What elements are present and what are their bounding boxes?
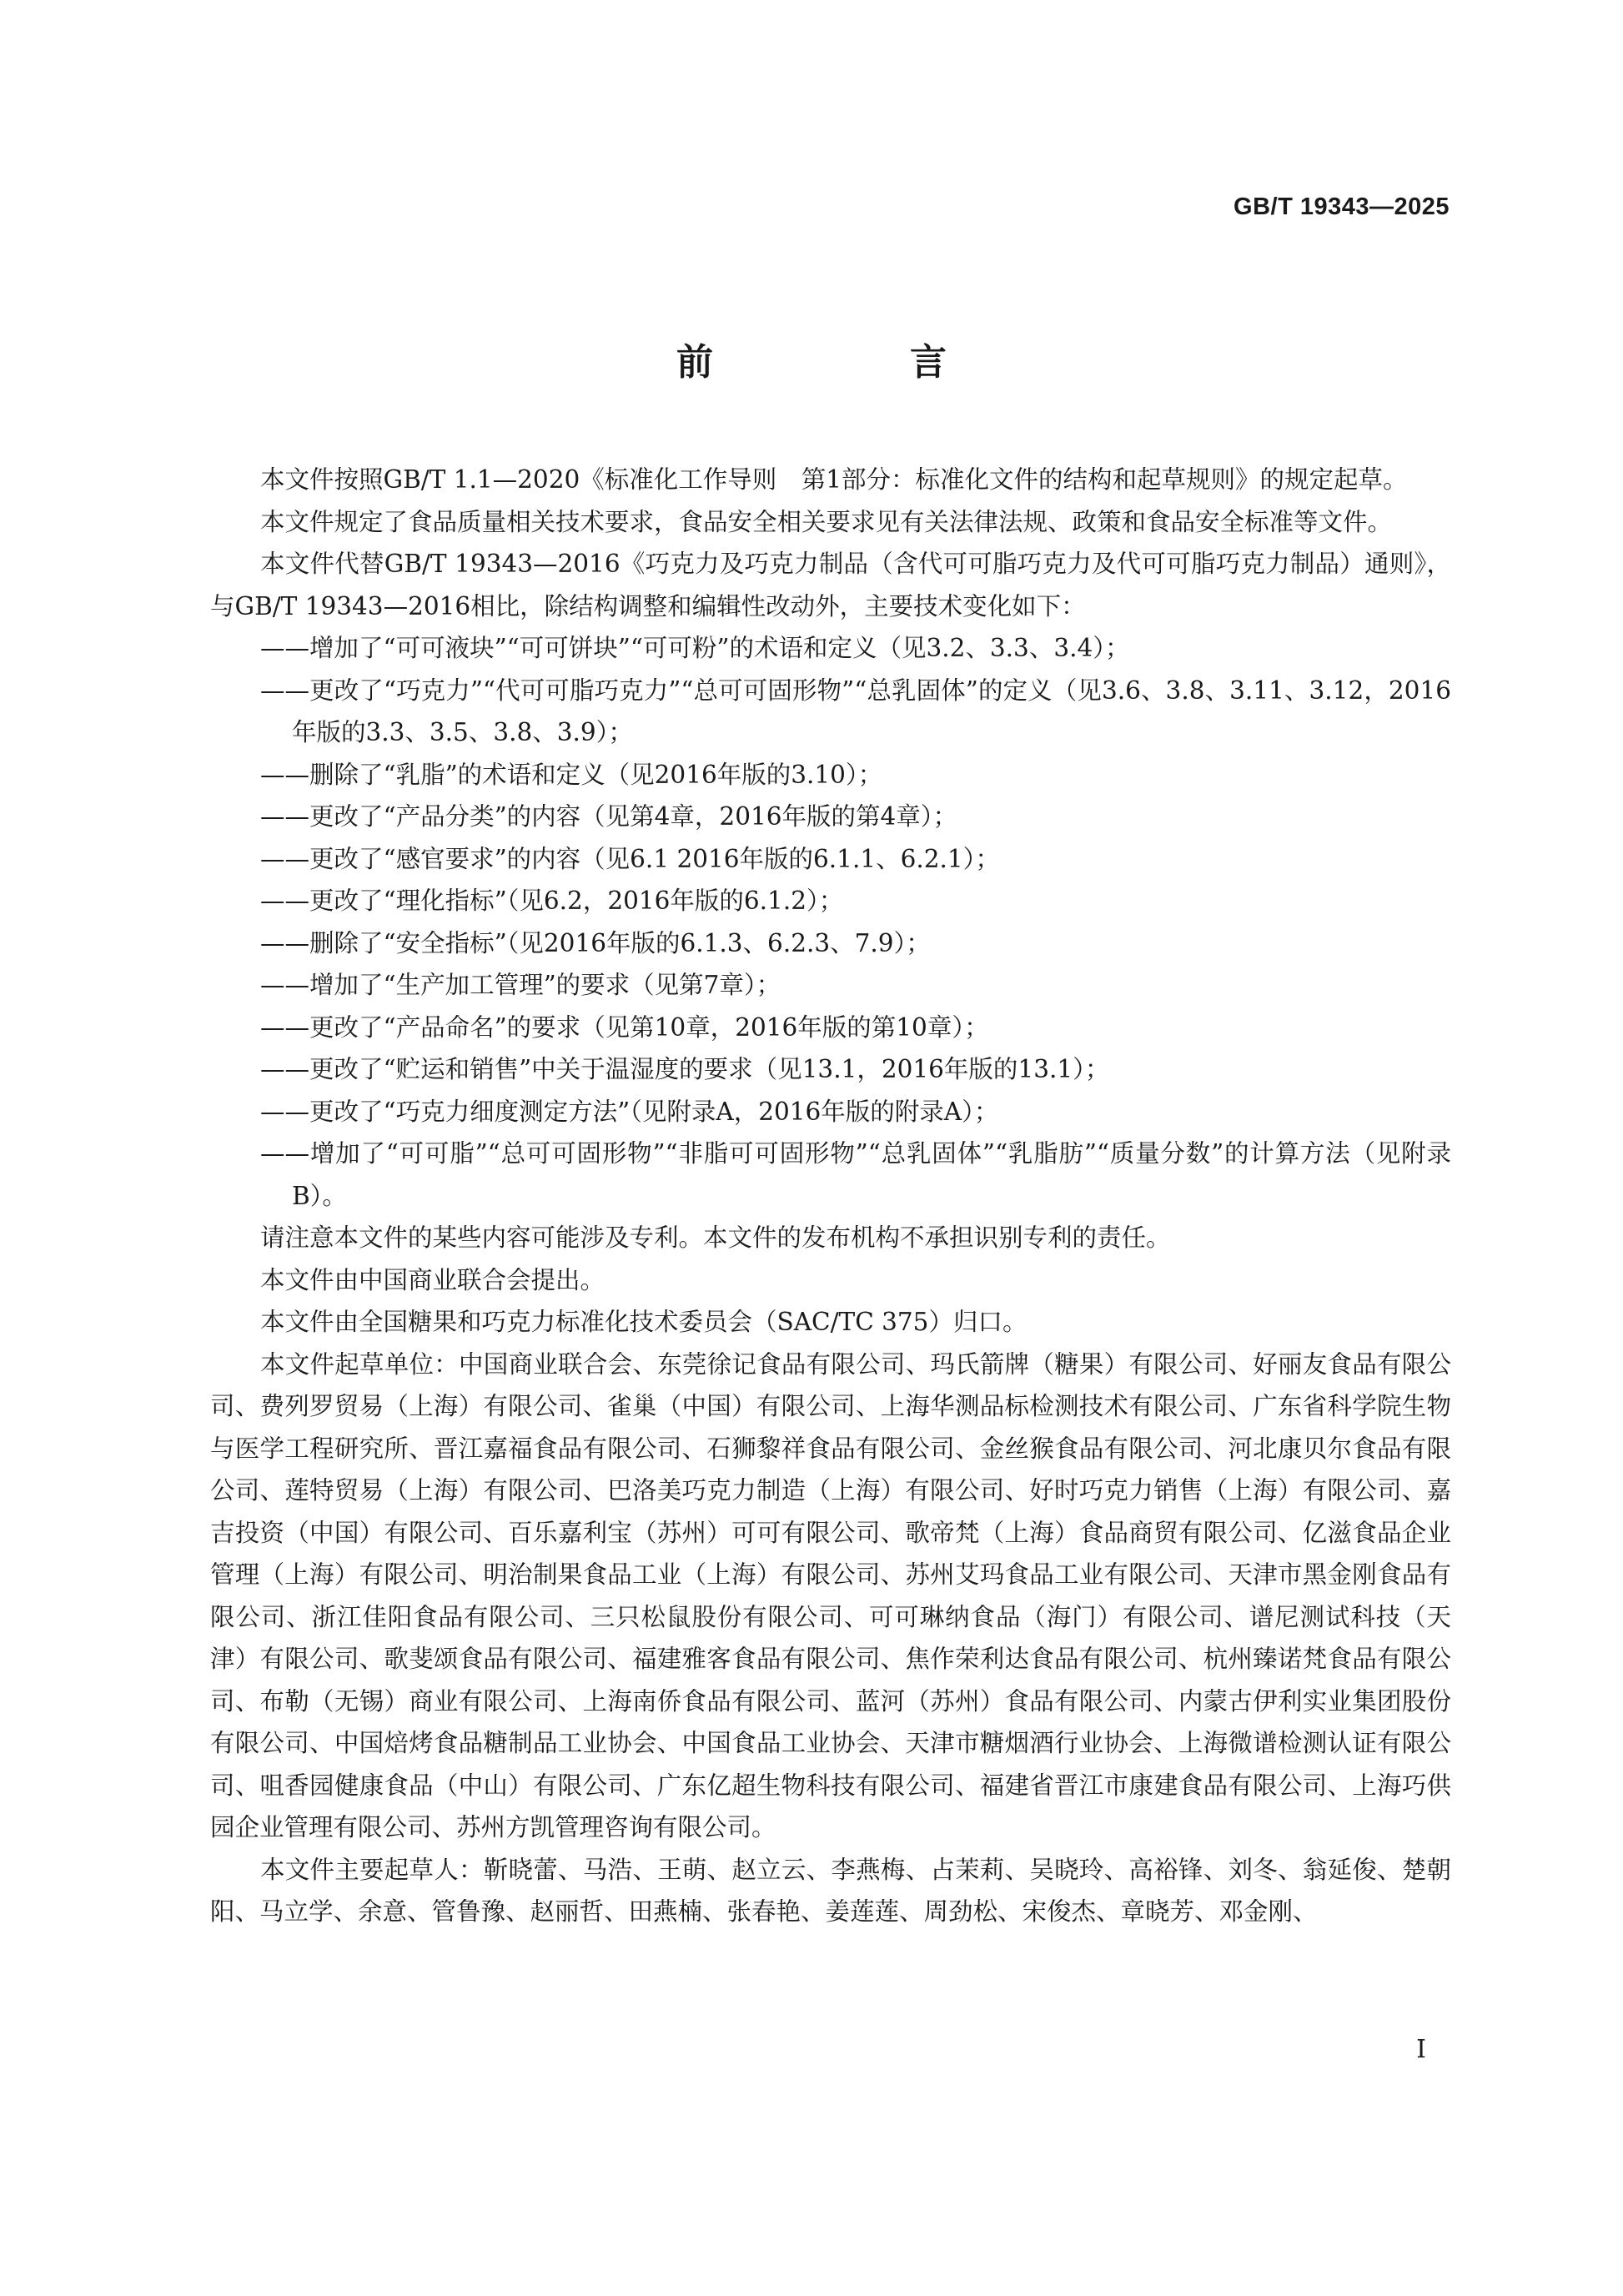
- page-number: I: [1416, 2035, 1426, 2064]
- change-item: ——删除了“乳脂”的术语和定义（见2016年版的3.10）；: [260, 760, 883, 789]
- paragraph-scope: 本文件规定了食品质量相关技术要求，食品安全相关要求见有关法律法规、政策和食品安全标准等文件。: [260, 507, 1393, 536]
- standard-number: GB/T 19343—2025: [1234, 193, 1450, 220]
- paragraph-drafting-rules: 本文件按照GB/T 1.1—2020《标准化工作导则 第1部分：标准化文件的结构和起草规则》的规定起草。: [260, 465, 1408, 494]
- change-item: ——更改了“理化指标”（见6.2，2016年版的6.1.2）；: [260, 887, 844, 915]
- change-item: ——更改了“产品分类”的内容（见第4章，2016年版的第4章）；: [260, 802, 958, 831]
- change-item: ——更改了“感官要求”的内容（见6.1 2016年版的6.1.1、6.2.1）；: [260, 844, 1000, 873]
- paragraph-committee: 本文件由全国糖果和巧克力标准化技术委员会（SAC/TC 375）归口。: [260, 1308, 1028, 1336]
- change-item: ——更改了“产品命名”的要求（见第10章，2016年版的第10章）；: [260, 1012, 989, 1042]
- change-item: ——增加了“可可液块”“可可饼块”“可可粉”的术语和定义（见3.2、3.3、3.4）；: [260, 634, 1130, 662]
- paragraph-replacement: 本文件代替GB/T 19343—2016《巧克力及巧克力制品（含代可可脂巧克力及代可可脂巧克力制品）通则》，与GB/T 19343—2016相比，除结构调整和编辑性改动外，主要技术变化如下：: [210, 550, 1451, 620]
- paragraph-drafters: 本文件主要起草人：靳晓蕾、马浩、王萌、赵立云、李燕梅、占茉莉、吴晓玲、高裕锋、刘冬、翁延俊、楚朝阳、马立学、余意、管鲁豫、赵丽哲、田燕楠、张春艳、姜莲莲、周劲松、宋俊杰、章晓芳、邓金刚、: [210, 1855, 1451, 1926]
- change-item: ——增加了“可可脂”“总可可固形物”“非脂可可固形物”“总乳固体”“乳脂肪”“质量分数”的计算方法（见附录B）。: [260, 1139, 1451, 1210]
- change-item: ——增加了“生产加工管理”的要求（见第7章）；: [260, 971, 781, 999]
- foreword-body: [210, 459, 1451, 1933]
- change-item: ——更改了“巧克力”“代可可脂巧克力”“总可可固形物”“总乳固体”的定义（见3.6、3.8、3.11、3.12，2016年版的3.3、3.5、3.8、3.9）；: [260, 676, 1451, 746]
- change-item: ——更改了“贮运和销售”中关于温湿度的要求（见13.1，2016年版的13.1）；: [260, 1055, 1110, 1083]
- change-item: ——删除了“安全指标”（见2016年版的6.1.3、6.2.3、7.9）；: [260, 928, 931, 957]
- paragraph-patent-notice: 请注意本文件的某些内容可能涉及专利。本文件的发布机构不承担识别专利的责任。: [260, 1223, 1171, 1252]
- paragraph-drafting-units: 本文件起草单位：中国商业联合会、东莞徐记食品有限公司、玛氏箭牌（糖果）有限公司、好丽友食品有限公司、费列罗贸易（上海）有限公司、雀巢（中国）有限公司、上海华测品标检测技术有限公司、广东省科学院生物与医学工程研究所、晋江嘉福食品有限公司、石狮黎祥食品有限公司、金丝猴食品有限公司、河北康贝尔食品有限公司、莲特贸易（上海）有限公司、巴洛美巧克力制造（上海）有限公司、好时巧克力销售（上海）有限公司、嘉吉投资（中国）有限公司、百乐嘉利宝（苏州）可可有限公司、歌帝梵（上海）食品商贸有限公司、亿滋食品企业管理（上海）有限公司、明治制果食品工业（上海）有限公司、苏州艾玛食品工业有限公司、天津市黑金刚食品有限公司、浙江佳阳食品有限公司、三只松鼠股份有限公司、可可琳纳食品（海门）有限公司、谱尼测试科技（天津）有限公司、歌斐颂食品有限公司、福建雅客食品有限公司、焦作荣利达食品有限公司、杭州臻诺梵食品有限公司、布勒（无锡）商业有限公司、上海南侨食品有限公司、蓝河（苏州）食品有限公司、内蒙古伊利实业集团股份有限公司、中国焙烤食品糖制品工业协会、中国食品工业协会、天津市糖烟酒行业协会、上海微谱检测认证有限公司、咀香园健康食品（中山）有限公司、广东亿超生物科技有限公司、福建省晋江市康建食品有限公司、上海巧供园企业管理有限公司、苏州方凯管理咨询有限公司。: [210, 1349, 1451, 1841]
- change-item: ——更改了“巧克力细度测定方法”（见附录A，2016年版的附录A）；: [260, 1097, 999, 1126]
- paragraph-proposer: 本文件由中国商业联合会提出。: [260, 1265, 605, 1294]
- page-title: 前 言: [676, 341, 1027, 384]
